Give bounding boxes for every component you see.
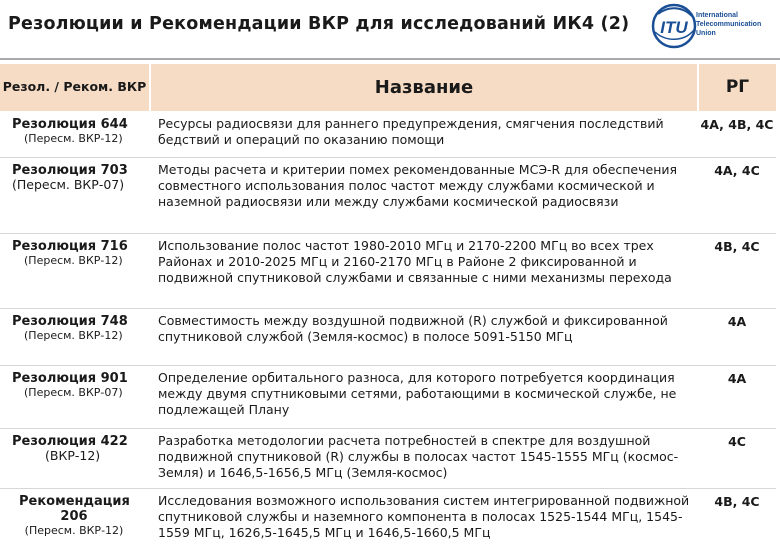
working-group: 4A (698, 365, 776, 428)
resolution-name: Резолюция 716 (12, 238, 128, 254)
resolution-cell (0, 111, 150, 157)
resolution-cell (0, 308, 150, 365)
working-group: 4B, 4C (698, 233, 776, 308)
resolution-name: Резолюция 644 (12, 116, 128, 132)
working-group: 4B, 4C (698, 488, 776, 548)
resolutions-table (0, 64, 776, 548)
working-group: 4A, 4C (698, 157, 776, 233)
resolution-name: Резолюция 748 (12, 313, 128, 329)
resolution-revision: (Пересм. ВКР-12) (24, 328, 123, 342)
resolution-title: Разработка методологии расчета потребностей в спектре для воздушной подвижной спутниковой (R) службы в полосах частот 1545-1555 МГц (космос-Земля) и 1646,5-1656,5 МГц (Земля-космос) (150, 428, 698, 488)
working-group: 4A (698, 308, 776, 365)
resolution-title: Исследования возможного использования систем интегрированной подвижной спутниковой службы и наземного компонента в полосах 1525-1544 МГц, 1545-1559 МГц, 1626,5-1645,5 МГц и 1646,5-1660,5 МГц (150, 488, 698, 548)
working-group: 4C (698, 428, 776, 488)
resolution-revision: (Пересм. ВКР-12) (24, 131, 123, 145)
slide-title: Резолюции и Рекомендации ВКР для исследований ИК4 (2) (8, 14, 630, 34)
resolution-revision: (Пересм. ВКР-12) (24, 253, 123, 267)
table-row (0, 308, 776, 365)
table-row (0, 488, 776, 548)
resolution-title: Использование полос частот 1980-2010 МГц и 2170-2200 МГц во всех трех Районах и 2010-2025 МГц и 2160-2170 МГц в Районе 2 фиксированной и подвижной спутниковой службами и связанные с ними механизмы перехода (150, 233, 698, 308)
resolution-cell (0, 365, 150, 428)
resolution-name: Резолюция 901 (12, 370, 128, 386)
resolution-revision: (Пересм. ВКР-07) (24, 385, 123, 399)
column-header-resolution: Резол. / Реком. ВКР (0, 64, 150, 111)
resolution-cell (0, 233, 150, 308)
table-row (0, 365, 776, 428)
itu-logo (650, 2, 780, 54)
resolution-name: Резолюция 422 (12, 433, 128, 449)
resolution-title: Определение орбитального разноса, для которого потребуется координация между двумя спутниковыми сетями, работающими в космической службе, не подлежащей Плану (150, 365, 698, 428)
table-row (0, 428, 776, 488)
resolution-revision: (Пересм. ВКР-12) (24, 523, 124, 537)
logo-mark: ITU (660, 18, 688, 37)
itu-globe-icon (650, 2, 698, 52)
resolution-title: Ресурсы радиосвязи для раннего предупреждения, смягчения последствий бедствий и операций по оказанию помощи (150, 111, 698, 157)
column-header-wg: РГ (698, 64, 776, 111)
table-row (0, 111, 776, 157)
table-row (0, 157, 776, 233)
resolution-cell (0, 488, 150, 548)
resolution-title: Совместимость между воздушной подвижной (R) службой и фиксированной спутниковой службой (Земля-космос) в полосе 5091-5150 МГц (150, 308, 698, 365)
resolution-cell (0, 157, 150, 233)
resolution-title: Методы расчета и критерии помех рекомендованные МСЭ-R для обеспечения совместного использования полос частот между службами космической и наземной радиосвязи или между службами космической радиосвязи (150, 157, 698, 233)
slide-header (0, 0, 780, 60)
working-group: 4A, 4B, 4C (698, 111, 776, 157)
table-header-row (0, 64, 776, 111)
resolution-revision: (Пересм. ВКР-07) (12, 176, 125, 192)
header-divider (0, 58, 780, 60)
logo-caption: International Telecommunication Union (696, 12, 762, 37)
column-header-title: Название (150, 64, 698, 111)
resolution-name: Рекомендация 206 (19, 493, 130, 524)
resolution-revision: (ВКР-12) (45, 447, 101, 463)
resolution-cell (0, 428, 150, 488)
resolution-name: Резолюция 703 (12, 162, 128, 178)
table-row (0, 233, 776, 308)
